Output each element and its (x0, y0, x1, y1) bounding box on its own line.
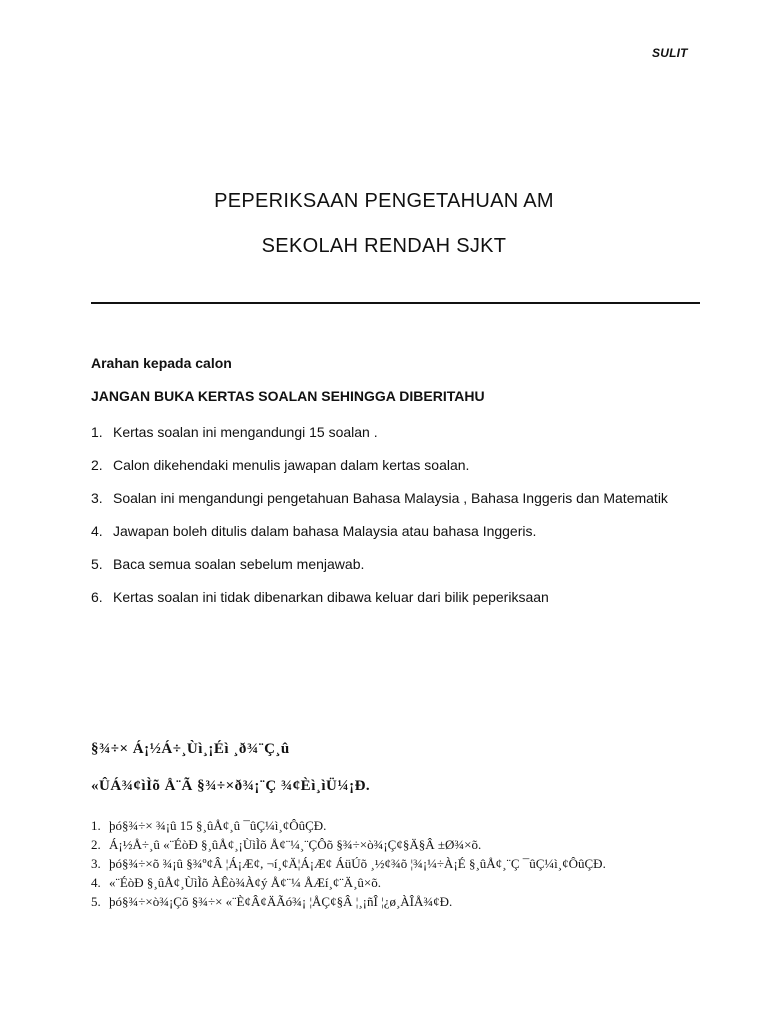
list-item-number: 2. (91, 457, 103, 473)
list-item (91, 422, 691, 442)
instructions-warning: JANGAN BUKA KERTAS SOALAN SEHINGGA DIBERITAHU (91, 388, 485, 404)
list-item (91, 521, 691, 541)
classification-label: SULIT (652, 46, 688, 60)
list-item-number: 1. (91, 424, 103, 440)
list-item-number: 5. (91, 556, 103, 572)
list-item-number: 3. (91, 856, 101, 871)
list-item (91, 873, 691, 892)
title-divider (91, 302, 700, 304)
list-item-number: 1. (91, 818, 101, 833)
list-item-text: Jawapan boleh ditulis dalam bahasa Malaysia atau bahasa Inggeris. (113, 523, 537, 539)
instructions-list (91, 422, 691, 620)
list-item (91, 892, 691, 911)
list-item-text: «¨ÉòÐ §¸ûÅ¢¸ÙìÌõ ÀÊò¾À¢ý Å¢¨¼ ÅÆí¸¢¨Ä¸û×õ. (109, 875, 381, 890)
list-item (91, 488, 691, 508)
list-item (91, 854, 691, 873)
list-item (91, 455, 691, 475)
encoded-instructions-warning: «ÛÁ¾¢ìÌõ Å¨Ã §¾÷×ð¾¡¨Ç ¾¢Èì¸ìÜ¼¡Ð. (91, 778, 371, 794)
list-item-number: 5. (91, 894, 101, 909)
list-item-text: Soalan ini mengandungi pengetahuan Bahasa Malaysia , Bahasa Inggeris dan Matematik (113, 490, 668, 506)
list-item-text: Kertas soalan ini mengandungi 15 soalan . (113, 424, 378, 440)
list-item-number: 3. (91, 490, 103, 506)
list-item-text: Calon dikehendaki menulis jawapan dalam kertas soalan. (113, 457, 470, 473)
list-item-text: Baca semua soalan sebelum menjawab. (113, 556, 365, 572)
page-subtitle: SEKOLAH RENDAH SJKT (261, 235, 507, 257)
list-item-number: 4. (91, 523, 103, 539)
list-item (91, 835, 691, 854)
list-item (91, 816, 691, 835)
list-item-text: þó§¾÷×ò¾¡Çõ §¾÷× «¨È¢Â¢ÄÃó¾¡ ¦ÅÇ¢§Â ¦¸¡ñÎ ¦¿ø¸ÀÎÅ¾¢Ð. (109, 894, 453, 909)
list-item-text: þó§¾÷× ¾¡û 15 §¸ûÅ¢¸û ¯ûÇ¼ì¸¢ÔûÇÐ. (109, 818, 327, 833)
list-item (91, 554, 691, 574)
list-item (91, 587, 691, 607)
page-title: PEPERIKSAAN PENGETAHUAN AM (214, 190, 554, 212)
instructions-heading: Arahan kepada calon (91, 355, 232, 371)
list-item-number: 2. (91, 837, 101, 852)
list-item-text: Á¡½Å÷¸û «¨ÉòÐ §¸ûÅ¢¸¡ÙìÌõ Å¢¨¼¸¨ÇÔõ §¾÷×ò¾¡Ç¢§Ä§Â ±Ø¾×õ. (109, 837, 482, 852)
list-item-number: 6. (91, 589, 103, 605)
list-item-text: Kertas soalan ini tidak dibenarkan dibawa keluar dari bilik peperiksaan (113, 589, 549, 605)
encoded-instructions-list (91, 816, 691, 911)
list-item-text: þó§¾÷×õ ¾¡û §¾º¢Â ¦Á¡Æ¢, ¬í¸¢Ä¦Á¡Æ¢ ÁüÚõ ¸½¢¾õ ¦¾¡¼÷À¡É §¸ûÅ¢¸¨Ç ¯ûÇ¼ì¸¢ÔûÇÐ. (109, 856, 606, 871)
encoded-instructions-heading: §¾÷× Á¡½Á÷¸Ùì¸¡Éì ¸ð¾¨Ç¸û (91, 741, 290, 757)
list-item-number: 4. (91, 875, 101, 890)
